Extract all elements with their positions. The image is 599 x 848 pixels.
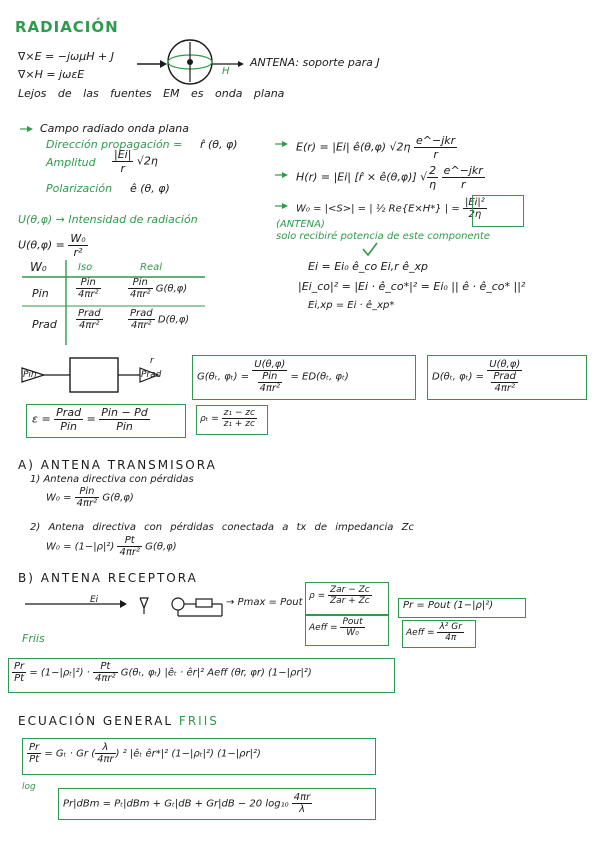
rx-aeff2-den: 4π <box>445 633 457 643</box>
friis-rest: G(θₜ, φₜ) |êₜ · êr|² Aeff (θr, φr) (1−|ρr|²) <box>120 667 312 679</box>
pol-label: Polarización <box>46 182 113 195</box>
block-prad-label: Prad <box>141 370 162 380</box>
gain-den-bot: 4πr² <box>259 383 281 394</box>
block-r-label: r <box>150 356 154 366</box>
tx-item1-suffix: G(θ,φ) <box>102 492 134 504</box>
tx-heading: A) ANTENA TRANSMISORA <box>18 458 217 472</box>
rx-aeff-den: W₀ <box>346 628 359 638</box>
h-sqrt-den: η <box>429 178 437 191</box>
tx-item2-den: 4πr² <box>119 547 140 558</box>
table-header-iso: Iso <box>78 262 93 273</box>
rx-pr: Pr = Pout (1−|ρ|²) <box>403 600 494 611</box>
u-den: r² <box>73 246 83 259</box>
w-box <box>472 195 524 227</box>
antenna-dot-icon <box>187 59 193 65</box>
tx-item2-suffix: G(θ,φ) <box>145 541 177 553</box>
h-sqrt-num: 2 <box>429 164 437 177</box>
log-label: log <box>22 782 36 792</box>
rx-rho-lhs: ρ = <box>309 591 326 601</box>
block-pin-label: Pin <box>23 370 37 380</box>
gain-rhs: = ED(θₜ, φₜ) <box>290 371 349 383</box>
rho-lhs: ρₜ = <box>200 414 219 424</box>
table-cell: 4πr² <box>79 320 100 331</box>
w-num: |Ei|² <box>464 197 485 208</box>
dir-num: U(θ,φ) <box>489 359 521 370</box>
amp-num: |Ei| <box>114 148 132 161</box>
ei-eq3: Ei,xp = Ei · ê_xp* <box>308 300 395 311</box>
friis-frac-num: Pt <box>93 661 118 673</box>
w-eq: W₀ = |<S>| = | ½ Re{E×H*} | = <box>296 203 460 215</box>
amp-sqrt: √2η <box>136 154 158 168</box>
gain-den-top: Pin <box>258 371 283 383</box>
amp-label: Amplitud <box>46 156 96 169</box>
pol-value: ê (θ, φ) <box>130 182 170 195</box>
page-title: RADIACIÓN <box>15 18 119 36</box>
dir-label: Dirección propagación = <box>46 138 183 151</box>
table-cell: 4πr² <box>130 289 151 300</box>
check-icon <box>363 243 377 255</box>
rho-den: z₁ + zc <box>223 419 255 429</box>
table-cell: Prad <box>130 308 153 319</box>
general-heading-friis: FRIIS <box>178 714 219 728</box>
antena-note: (ANTENA) <box>276 219 325 230</box>
friis-frac-den: 4πr² <box>95 673 116 684</box>
tx-item1-num: Pin <box>75 486 100 498</box>
h-exp-num: e^−jkr <box>443 164 483 177</box>
e-field-eq: E(r) = |Ei| ê(θ,φ) √2η <box>296 140 411 154</box>
arrow-head <box>160 60 167 68</box>
e-exp-num: e^−jkr <box>416 134 456 147</box>
tx-item2-lhs: W₀ = (1−|ρ|²) <box>46 541 115 553</box>
campo-heading: Campo radiado onda plana <box>40 122 190 135</box>
far-field-note: Lejos de las fuentes EM es onda plana <box>18 87 285 100</box>
general-heading: ECUACIÓN GENERAL <box>18 714 174 728</box>
rx-rho-num: Zar − Zc <box>330 585 370 595</box>
eff-den2: Pin <box>116 420 133 433</box>
friis-lhs-num: Pr <box>14 661 25 672</box>
eff-num1: Prad <box>56 406 82 419</box>
rx-aeff-lhs: Aeff = <box>309 623 338 633</box>
dir-den-top: Prad <box>493 371 517 382</box>
source-icon <box>172 598 184 610</box>
table-cell: Pin <box>128 277 153 289</box>
table-cell: G(θ,φ) <box>155 283 188 295</box>
block-box <box>70 358 118 392</box>
log-num: 4πr <box>293 792 311 803</box>
maxwell-eq1: ∇×E = −jωμH + J <box>18 50 114 63</box>
table-row-label: Pin <box>32 287 49 300</box>
eff-eq: = <box>86 412 96 426</box>
rho-num: z₁ − zc <box>223 408 255 418</box>
log-den: λ <box>299 804 305 815</box>
table-cell: Prad <box>78 308 101 319</box>
general-lam-num: λ <box>95 742 116 754</box>
u-num: W₀ <box>70 232 86 245</box>
general-rest: ² |êₜ êr*|² (1−|ρₜ|²) (1−|ρr|²) <box>122 748 261 760</box>
friis-lhs-den: Pt <box>14 673 25 684</box>
tx-item1-lhs: W₀ = <box>46 492 72 504</box>
eff-den1: Pin <box>60 420 77 433</box>
general-lhs-num: Pr <box>29 742 40 753</box>
u-eq: U(θ,φ) = <box>18 238 65 252</box>
ei-eq2: |Ei_co|² = |Ei · ê_co*|² = Ei₀ || ê · ê_co* ||² <box>298 280 526 293</box>
intensidad-label: U(θ,φ) → Intensidad de radiación <box>18 213 198 226</box>
general-lam-den: 4πr <box>97 754 114 765</box>
rx-rho-den: Zar + Zc <box>330 596 370 606</box>
tx-item2-num: Pt <box>117 535 142 547</box>
h-exp-den: r <box>460 178 466 191</box>
eff-lhs: ε = <box>32 412 51 426</box>
friis-eq: = (1−|ρₜ|²) · <box>29 667 90 679</box>
resistor-icon <box>196 599 212 607</box>
maxwell-eq2: ∇×H = jωεE <box>18 68 85 81</box>
table-header-real: Real <box>140 262 163 273</box>
rx-antenna-icon <box>140 598 148 608</box>
componente-note: solo recibiré potencia de este componente <box>276 231 490 242</box>
dir-lhs: D(θₜ, φₜ) = <box>432 371 485 383</box>
general-eq: = Gₜ · Gr <box>44 748 88 760</box>
h-field-label: H <box>222 66 230 77</box>
h-field-eq: H(r) = |Ei| [r̂ × ê(θ,φ)] <box>296 170 417 184</box>
dir-value: r̂ (θ, φ) <box>200 138 238 151</box>
tx-item1-den: 4πr² <box>76 498 98 509</box>
table-cell: D(θ,φ) <box>157 314 190 326</box>
rx-ei-label: Ei <box>90 595 99 605</box>
amp-den: r <box>120 162 125 175</box>
rx-pmax: → Pmax = Pout <box>226 597 303 608</box>
rx-aeff2-lhs: Aeff = <box>406 628 435 638</box>
general-lhs-den: Pt <box>29 754 40 765</box>
table-row-label: Prad <box>32 318 57 331</box>
e-exp-den: r <box>433 148 438 161</box>
dir-den-bot: 4πr² <box>494 383 515 394</box>
antenna-label: ANTENA: soporte para J <box>250 56 380 69</box>
rx-aeff2-num: λ² Gr <box>439 622 462 632</box>
friis-label: Friis <box>22 632 45 645</box>
rx-aeff-num: Pout <box>342 617 363 627</box>
table-header-w0: W₀ <box>30 260 47 274</box>
gain-lhs: G(θₜ, φₜ) = <box>197 371 250 383</box>
gain-num: U(θ,φ) <box>254 359 286 370</box>
rx-heading: B) ANTENA RECEPTORA <box>18 571 198 585</box>
tx-item2: 2) Antena directiva con pérdidas conectada a tx de impedancia Zc <box>30 522 414 533</box>
eff-num2: Pin − Pd <box>101 406 148 419</box>
table-cell: 4πr² <box>131 320 152 331</box>
log-eq: Pr|dBm = Pₜ|dBm + Gₜ|dB + Gr|dB − 20 log₁₀ <box>63 798 289 810</box>
w-den: 2η <box>468 209 482 220</box>
tx-item1: 1) Antena directiva con pérdidas <box>30 474 194 485</box>
table-cell: 4πr² <box>78 289 99 300</box>
table-cell: Pin <box>76 277 101 289</box>
ei-eq1: Ei = Ei₀ ê_co Ei,r ê_xp <box>308 260 428 273</box>
